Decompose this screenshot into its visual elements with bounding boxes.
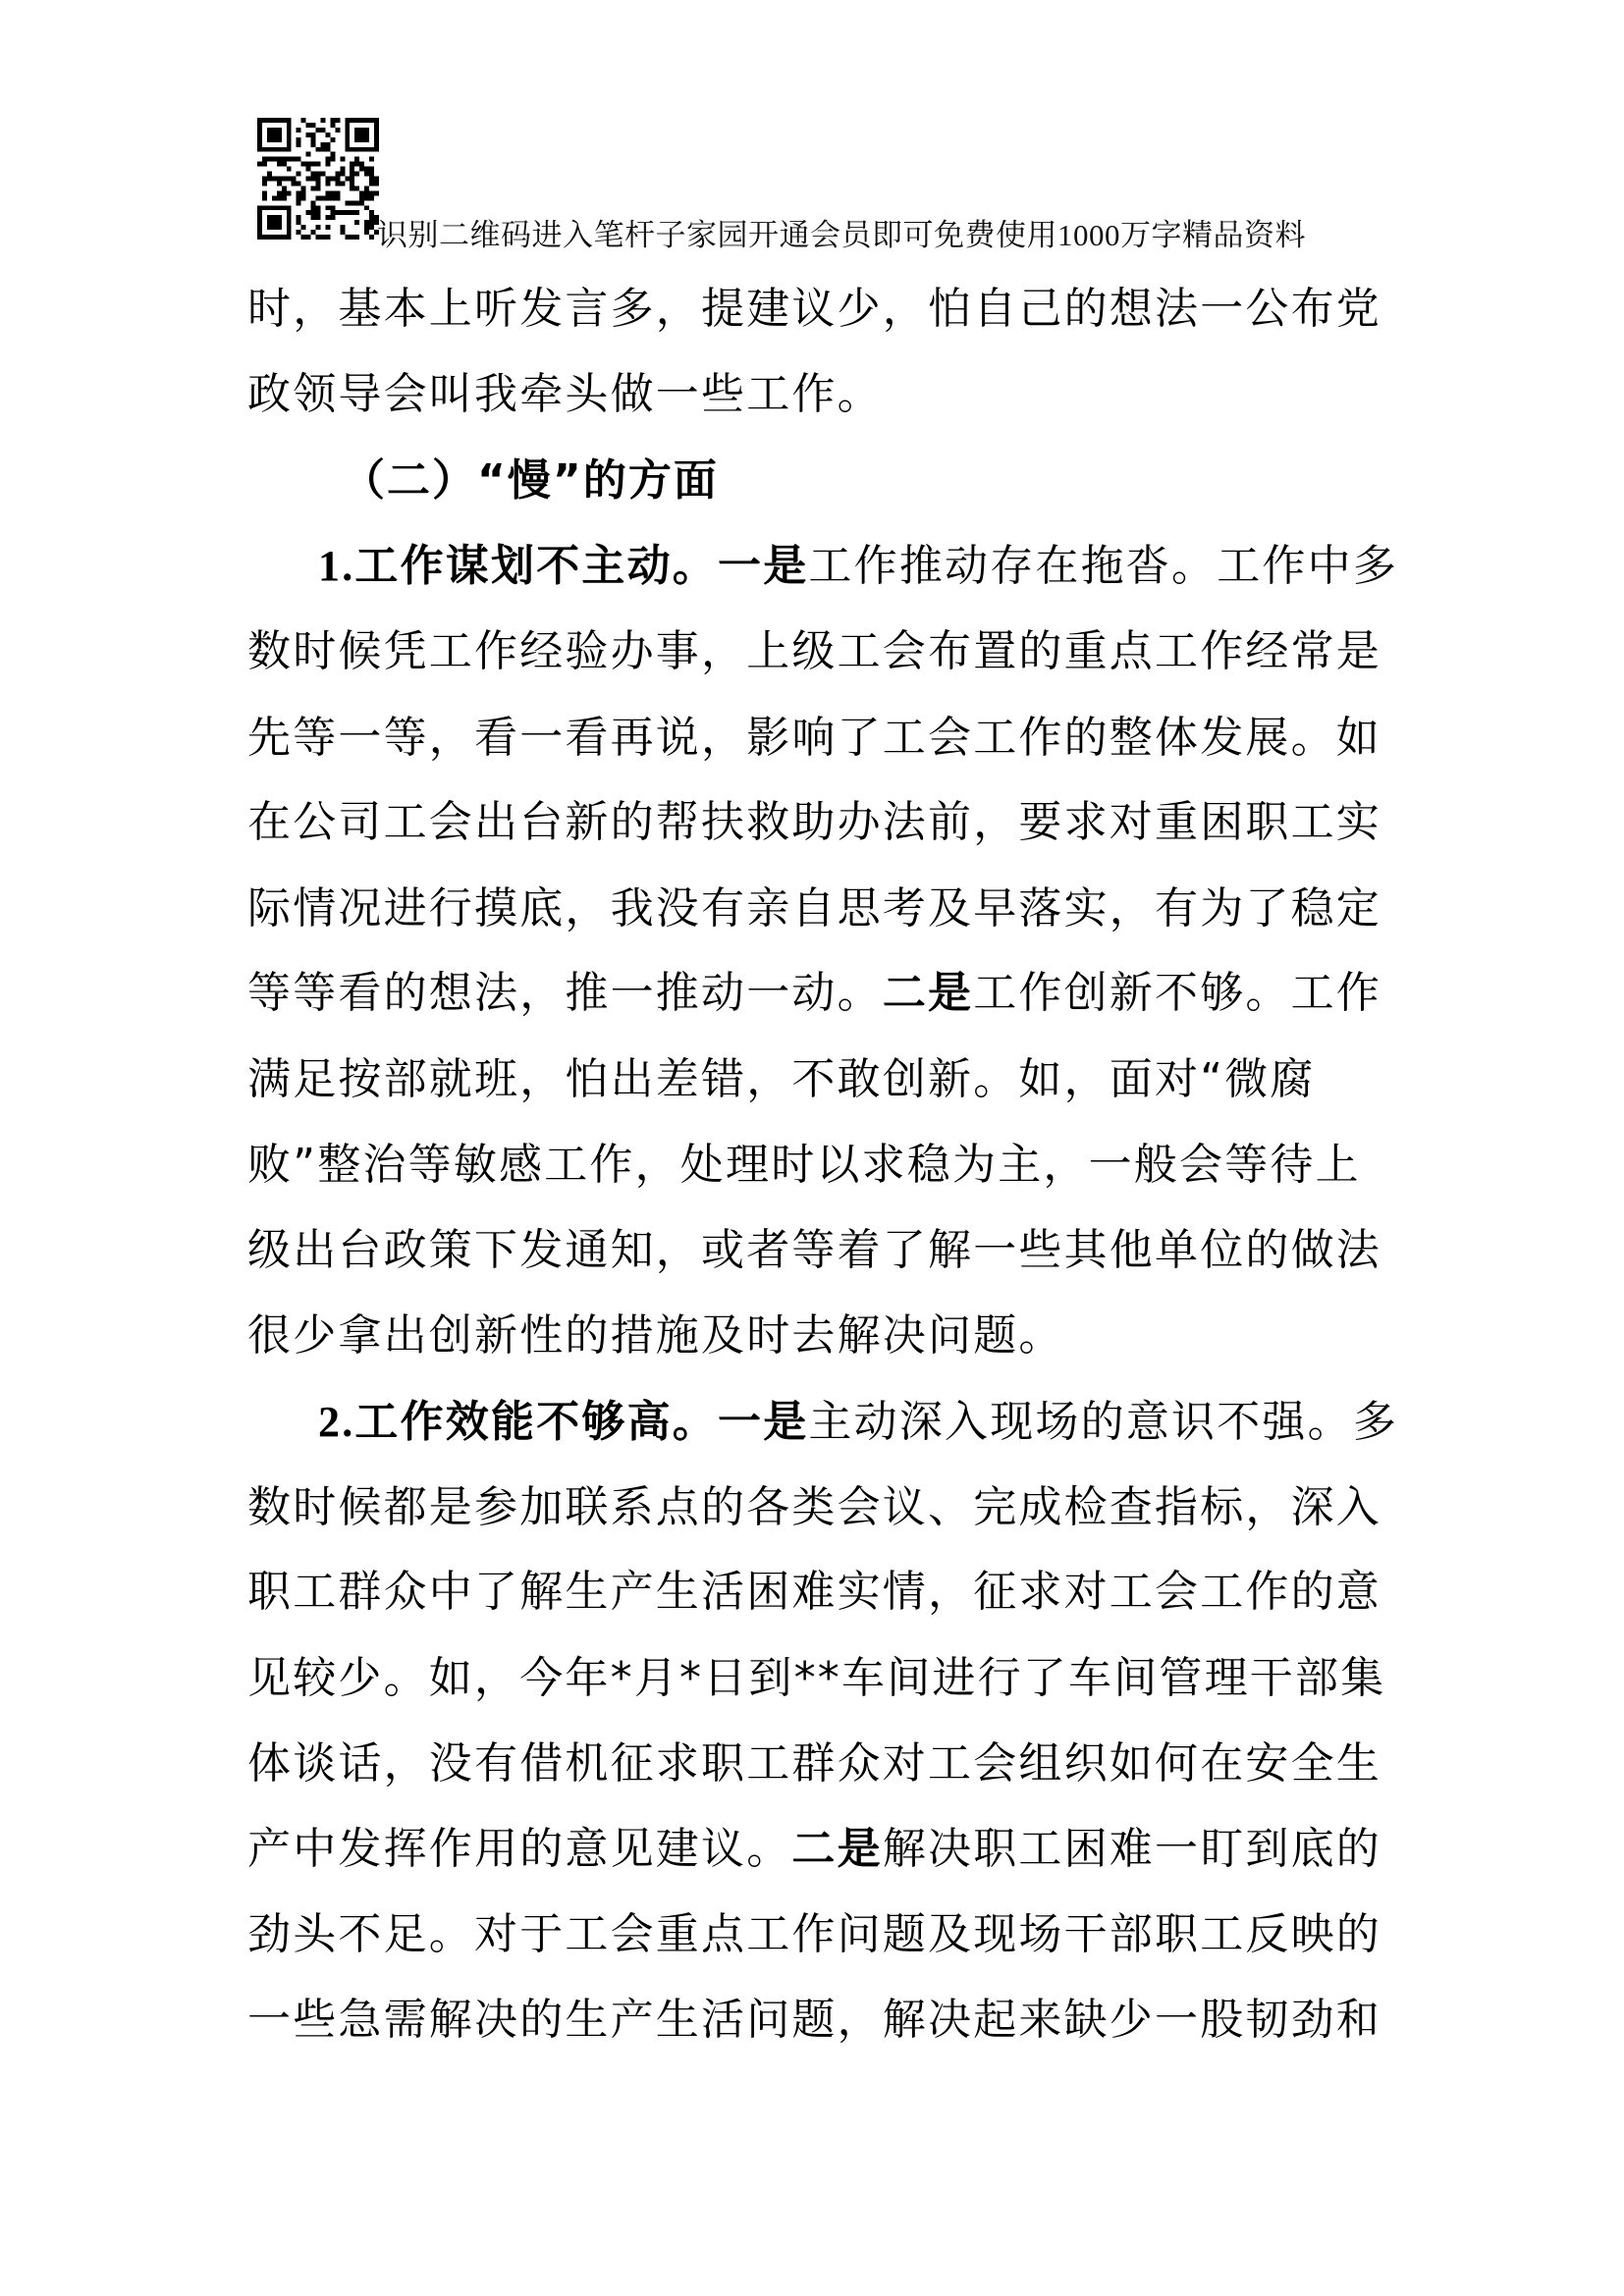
text-line: 数时候凭工作经验办事，上级工会布置的重点工作经常是 — [247, 626, 1381, 676]
line-text: 主动深入现场的意识不强。多 — [808, 1397, 1399, 1447]
text-line: 先等一等，看一看再说，影响了工会工作的整体发展。如 — [247, 713, 1381, 763]
line-text: 工作创新不够。工作 — [973, 968, 1382, 1018]
paragraph-first-line — [318, 1393, 1398, 1452]
item-title: 工作谋划不主动。 — [354, 541, 719, 591]
line-text: 工作推动存在拖沓。工作中多 — [808, 541, 1399, 591]
text-line: 政领导会叫我牵头做一些工作。 — [247, 369, 883, 419]
line-text: 产中发挥作用的意见建议。 — [247, 1824, 792, 1874]
key-phrase: 一是 — [718, 541, 809, 591]
text-line: 职工群众中了解生产生活困难实情，征求对工会工作的意 — [247, 1567, 1381, 1617]
text-line: 败”整治等敏感工作，处理时以求稳为主，一般会等待上 — [247, 1140, 1361, 1190]
item-number: 2. — [318, 1398, 355, 1446]
text-line: 在公司工会出台新的帮扶救助办法前，要求对重困职工实 — [247, 797, 1381, 847]
qr-code-icon[interactable] — [257, 118, 379, 240]
text-line: 际情况进行摸底，我没有亲自思考及早落实，有为了稳定 — [247, 883, 1381, 934]
paragraph-first-line — [318, 537, 1398, 596]
text-line: 满足按部就班，怕出差错，不敢创新。如，面对“微腐 — [247, 1054, 1316, 1104]
item-number: 1. — [318, 542, 355, 590]
text-line — [247, 1820, 1381, 1879]
line-text: 等等看的想法，推一推动一动。 — [247, 968, 883, 1018]
text-line: 体谈话，没有借机征求职工群众对工会组织如何在安全生 — [247, 1738, 1381, 1789]
watermark-text: 识别二维码进入笔杆子家园开通会员即可免费使用1000万字精品资料 — [377, 218, 1306, 252]
text-line — [247, 964, 1381, 1023]
text-line: 很少拿出创新性的措施及时去解决问题。 — [247, 1310, 1064, 1361]
text-line: 时，基本上听发言多，提建议少，怕自己的想法一公布党 — [247, 284, 1381, 334]
item-title: 工作效能不够高。 — [354, 1397, 719, 1447]
text-line: 级出台政策下发通知，或者等着了解一些其他单位的做法 — [247, 1225, 1381, 1275]
text-line: 劲头不足。对于工会重点工作问题及现场干部职工反映的 — [247, 1909, 1381, 1959]
section-heading: （二）“慢”的方面 — [342, 455, 719, 506]
text-line: 数时候都是参加联系点的各类会议、完成检查指标，深入 — [247, 1482, 1381, 1532]
key-phrase: 一是 — [718, 1397, 809, 1447]
key-phrase: 二是 — [882, 968, 974, 1018]
line-text: 解决职工困难一盯到底的 — [882, 1824, 1382, 1874]
key-phrase: 二是 — [791, 1824, 883, 1874]
text-line: 一些急需解决的生产生活问题，解决起来缺少一股韧劲和 — [247, 1995, 1381, 2045]
text-line: 见较少。如，今年*月*日到**车间进行了车间管理干部集 — [247, 1653, 1386, 1703]
